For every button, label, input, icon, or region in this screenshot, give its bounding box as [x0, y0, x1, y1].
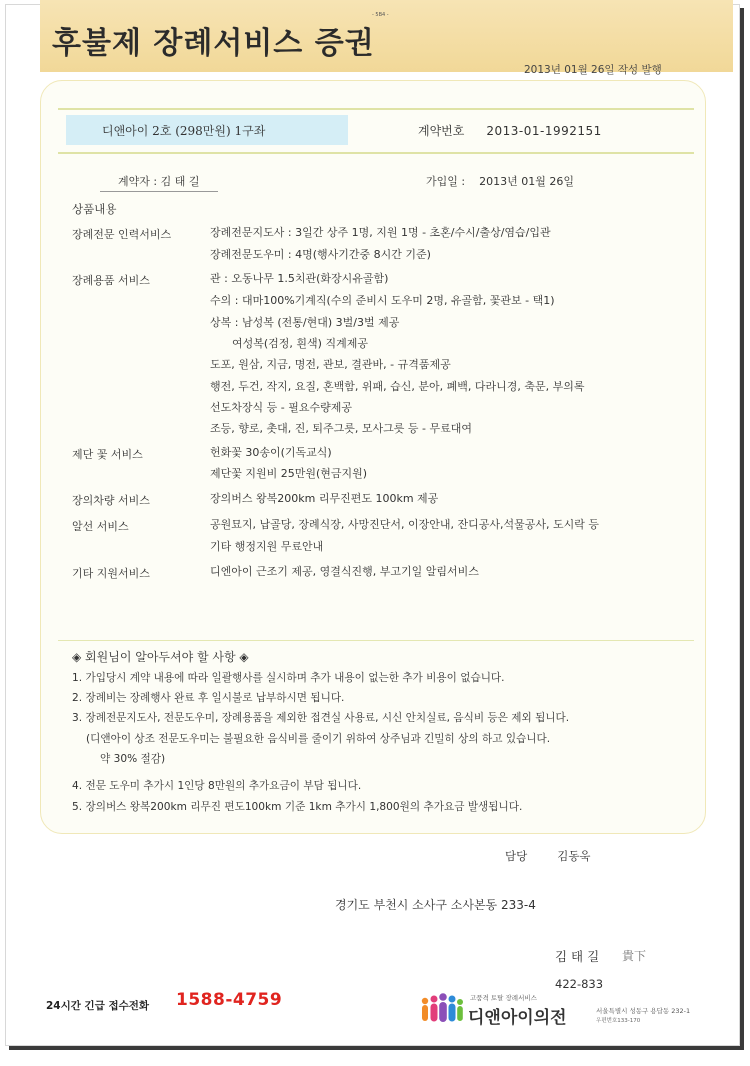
logo-body [439, 1002, 447, 1022]
logo-body [422, 1005, 428, 1021]
logo-head [449, 996, 456, 1003]
hotline-number: 1588-4759 [176, 990, 283, 1010]
member-underline [100, 191, 218, 192]
category-name: 알선 서비스 [72, 520, 129, 533]
logo-body [431, 1004, 438, 1022]
notice-title: ◈ 회원님이 알아두셔야 할 사항 ◈ [72, 650, 249, 664]
join-date-value: 2013년 01월 26일 [479, 175, 574, 188]
logo-body [449, 1004, 456, 1022]
product-line: 도포, 원삼, 지금, 명전, 관보, 결관바, - 규격품제공 [210, 358, 451, 371]
company-address: 서울특별시 성동구 용답동 232-1 [596, 1007, 691, 1015]
category-name: 기타 지원서비스 [72, 567, 150, 580]
join-date-label: 가입일 : [426, 175, 466, 188]
product-line: 장례전문지도사 : 3일간 상주 1명, 지원 1명 - 초혼/수시/출상/염습/입관 [210, 226, 551, 239]
company-postal: 우편번호133-170 [596, 1018, 641, 1024]
product-line: 행전, 두건, 작지, 요질, 혼백함, 위패, 습신, 분아, 폐백, 다라니경, 축문, 부의록 [210, 380, 585, 393]
category-name: 장의차량 서비스 [72, 494, 150, 507]
category-name: 장례전문 인력서비스 [72, 228, 172, 241]
contract-number-label: 계약번호 [418, 124, 465, 138]
contract-number-value: 2013-01-1992151 [486, 124, 602, 138]
notice-item: (디앤아이 상조 전문도우미는 불필요한 음식비를 줄이기 위하여 상주님과 긴밀히 상의 하고 있습니다. [86, 733, 551, 745]
category-name: 장례용품 서비스 [72, 274, 150, 287]
recipient-address: 경기도 부천시 소사구 소사본동 233-4 [335, 898, 536, 912]
product-line: 공원묘지, 납골당, 장례식장, 사망진단서, 이장안내, 잔디공사,석물공사, 도시락 등 [210, 518, 599, 531]
manager [505, 848, 591, 864]
divider-second [58, 152, 694, 154]
contract-number [418, 122, 602, 139]
hotline-label: 24시간 긴급 접수전화 [46, 1000, 150, 1012]
recipient-name: 김 태 길 [555, 949, 600, 964]
top-mark: - 5B4 - [372, 12, 389, 18]
product-line: 장례전문도우미 : 4명(행사기간중 8시간 기준) [210, 248, 431, 261]
products-heading: 상품내용 [72, 202, 117, 216]
logo-head [431, 996, 438, 1003]
product-line: 수의 : 대마100%기계직(수의 준비시 도우미 2명, 유골함, 꽃관보 - 택1) [210, 294, 555, 307]
brand-name: 디앤아이의전 [468, 1008, 567, 1028]
product-line: 상복 : 남성복 (전통/현대) 3벌/3벌 제공 [210, 316, 400, 329]
product-line: 장의버스 왕복200km 리무진편도 100km 제공 [210, 492, 439, 505]
notice-item: 2. 장례비는 장례행사 완료 후 일시불로 납부하시면 됩니다. [72, 692, 345, 704]
product-line: 조등, 향로, 촛대, 진, 퇴주그릇, 모사그릇 등 - 무료대여 [210, 422, 472, 435]
category-name: 제단 꽃 서비스 [72, 448, 143, 461]
logo-head [439, 993, 447, 1001]
notice-item: 5. 장의버스 왕복200km 리무진 편도100km 기준 1km 추가시 1,800원의 추가요금 발생됩니다. [72, 801, 523, 813]
issue-date: 2013년 01월 26일 작성 발행 [524, 64, 662, 76]
member-name: 계약자 : 김 태 길 [118, 175, 200, 188]
product-line: 기타 행정지원 무료안내 [210, 540, 324, 553]
recipient-postal: 422-833 [555, 977, 604, 991]
page-title: 후불제 장례서비스 증권 [52, 26, 375, 61]
divider-notice [58, 640, 694, 641]
manager-name: 김동욱 [557, 849, 591, 863]
product-line: 관 : 오동나무 1.5치관(화장시유골함) [210, 272, 389, 285]
logo-body [457, 1006, 463, 1021]
product-line: 제단꽃 지원비 25만원(현금지원) [210, 467, 368, 480]
product-line: 디엔아이 근조기 제공, 영결식진행, 부고기일 알림서비스 [210, 565, 479, 578]
family-logo-icon [418, 991, 464, 1025]
product-line: 여성복(검정, 흰색) 직계제공 [232, 337, 368, 350]
manager-label: 담당 [505, 849, 528, 863]
notice-item: 3. 장례전문지도사, 전문도우미, 장례용품을 제외한 접견실 사용료, 시신 안치실료, 음식비 등은 제외 됩니다. [72, 712, 570, 724]
notice-item: 1. 가입당시 계약 내용에 따라 일괄행사를 실시하며 추가 내용이 없는한 추가 비용이 없습니다. [72, 672, 505, 684]
logo-head [422, 998, 428, 1004]
divider-top [58, 108, 694, 110]
recipient-honorific: 貴下 [622, 949, 647, 963]
notice-item: 4. 전문 도우미 추가시 1인당 8만원의 추가요금이 부담 됩니다. [72, 780, 362, 792]
product-line: 헌화꽃 30송이(기독교식) [210, 446, 332, 459]
product-name: 디앤아이 2호 (298만원) 1구좌 [102, 124, 266, 138]
logo-head [457, 999, 463, 1005]
join-date [426, 173, 574, 189]
notice-item: 약 30% 절감) [100, 753, 166, 765]
brand-tagline: 고품격 토탈 장례서비스 [470, 994, 537, 1002]
product-line: 선도차장식 등 - 필요수량제공 [210, 401, 352, 414]
